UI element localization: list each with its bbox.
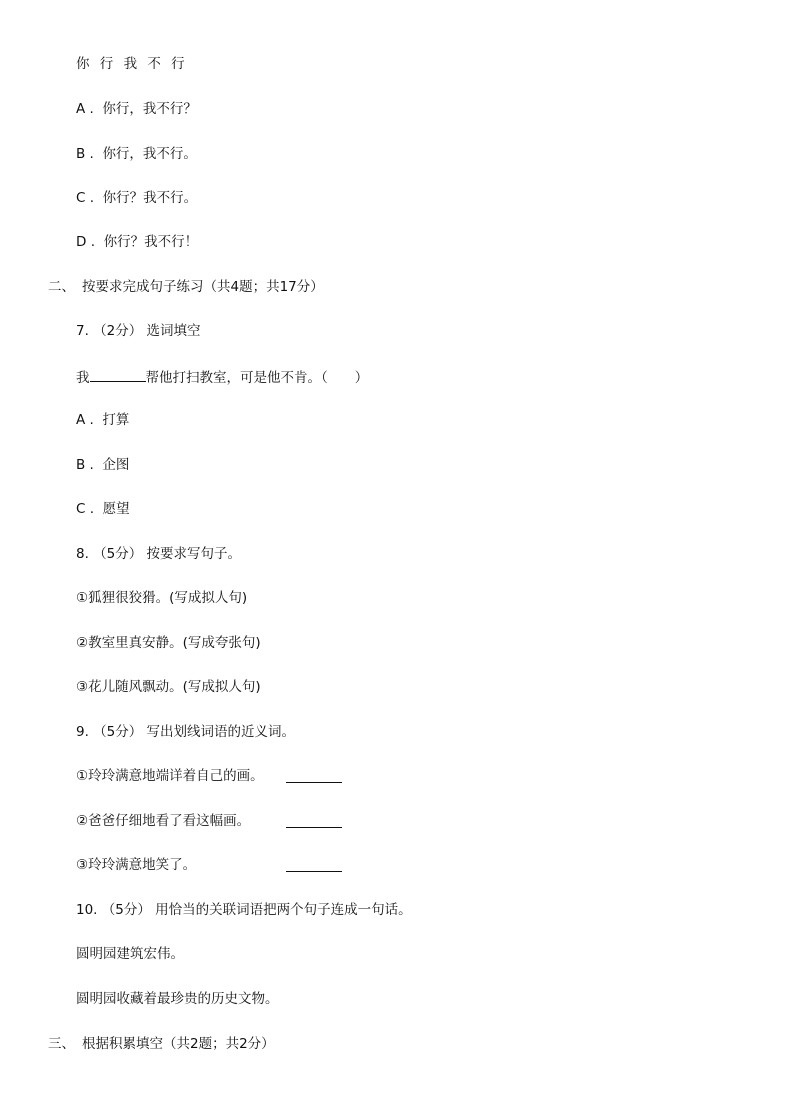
option-c: C . 你行？我不行。 xyxy=(76,190,198,206)
question-stem: 你 行 我 不 行 xyxy=(76,56,188,72)
question-7-sentence: 我 帮他打扫教室，可是他不肯。（ ） xyxy=(76,367,368,387)
question-9-item-2: ②爸爸仔细地看了看这幅画。 xyxy=(76,813,251,829)
option-letter: D xyxy=(76,234,87,250)
option-text: 你行，我不行？ xyxy=(102,101,197,117)
question-9-item-3: ③玲玲满意地笑了。 xyxy=(76,857,197,873)
option-a: A . 你行，我不行？ xyxy=(76,101,197,117)
question-8-item-2: ②教室里真安静。(写成夸张句) xyxy=(76,635,261,651)
section-heading-2 xyxy=(48,278,324,296)
option-text: 你行，我不行。 xyxy=(102,146,197,162)
answer-blank[interactable] xyxy=(286,782,342,783)
option-b: B . 你行，我不行。 xyxy=(76,146,197,162)
option-letter: A xyxy=(76,101,86,117)
section-heading-3 xyxy=(48,1035,275,1053)
section-title: 按要求完成句子练习（共4题；共17分） xyxy=(82,279,324,295)
option-letter: B xyxy=(76,146,86,162)
answer-blank[interactable] xyxy=(286,827,342,828)
answer-blank[interactable] xyxy=(286,871,342,872)
question-10-header: 10. （5分） 用恰当的关联词语把两个句子连成一句话。 xyxy=(76,902,412,918)
question-7-header: 7. （2分） 选词填空 xyxy=(76,323,201,339)
section-number: 二、 xyxy=(48,279,75,295)
option-text: 你行？我不行！ xyxy=(103,234,199,250)
question-9-item-1: ①玲玲满意地端详着自己的画。 xyxy=(76,768,264,784)
option-text: 你行？我不行。 xyxy=(102,190,198,206)
option-d: D . 你行？我不行！ xyxy=(76,234,199,250)
question-7-option-b: B . 企图 xyxy=(76,457,130,473)
question-9-header: 9. （5分） 写出划线词语的近义词。 xyxy=(76,724,296,740)
section-title: 根据积累填空（共2题；共2分） xyxy=(82,1036,275,1052)
answer-blank[interactable] xyxy=(90,367,146,382)
question-8-header: 8. （5分） 按要求写句子。 xyxy=(76,546,242,562)
section-number: 三、 xyxy=(48,1036,75,1052)
question-7-option-a: A . 打算 xyxy=(76,412,130,428)
option-letter: C xyxy=(76,190,86,206)
question-8-item-1: ①狐狸很狡猾。(写成拟人句) xyxy=(76,590,248,606)
question-10-sentence-2: 圆明园收藏着最珍贵的历史文物。 xyxy=(76,991,279,1007)
question-8-item-3: ③花儿随风飘动。(写成拟人句) xyxy=(76,679,261,695)
question-10-sentence-1: 圆明园建筑宏伟。 xyxy=(76,946,184,962)
question-7-option-c: C . 愿望 xyxy=(76,501,130,517)
